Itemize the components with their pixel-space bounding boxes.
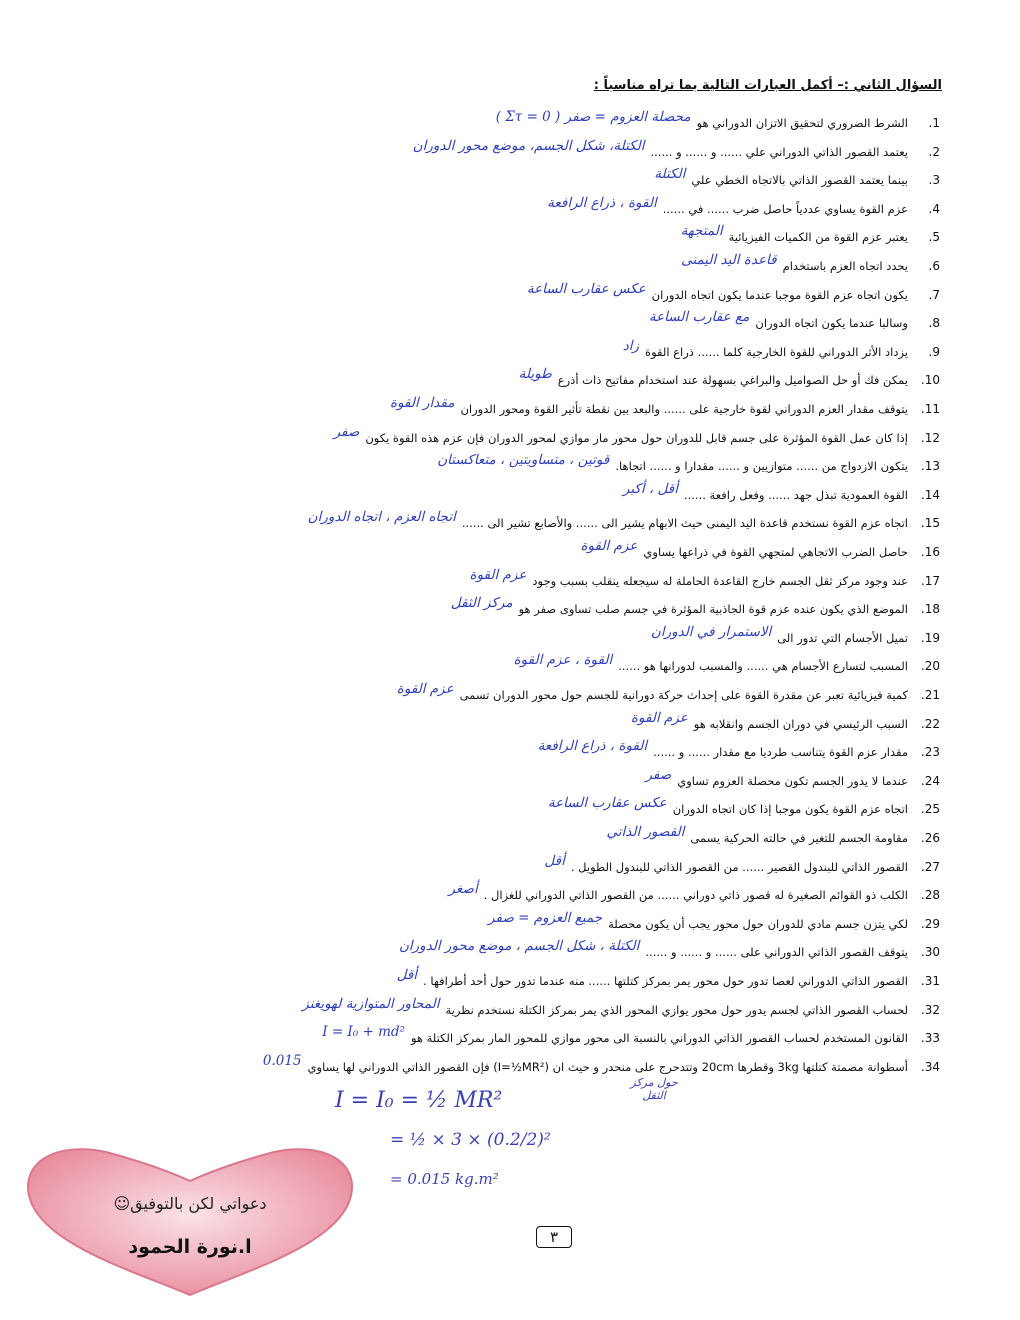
- question-text: كمية فيزيائية تعبر عن مقدرة القوة على إحداث حركة دورانية للجسم حول محور الدوران تسمى: [459, 688, 908, 702]
- handwritten-answer: صفر: [645, 766, 672, 783]
- question-number: 9.: [928, 344, 940, 359]
- handwritten-answer: I = I₀ + md²: [322, 1024, 405, 1041]
- calc-line-1: I = I₀ = ½ MR²: [335, 1088, 503, 1113]
- handwritten-answer: أقل ، أكبر: [622, 480, 678, 497]
- question-text: بينما يعتمد القصور الذاتي بالاتجاه الخطي علي: [691, 173, 908, 188]
- question-row: [60, 533, 940, 559]
- question-text: يتوقف مقدار العزم الدوراني لقوة خارجية على ...... والبعد بين نقطة تأثير القوة ومحور الدوران: [460, 402, 908, 416]
- question-number: 30.: [920, 945, 940, 960]
- question-row: [60, 705, 940, 731]
- question-row: [60, 1048, 940, 1074]
- handwritten-answer: قوتين ، متساويتين ، متعاكستان: [437, 452, 610, 469]
- handwritten-answer: الكتلة: [654, 166, 686, 183]
- question-number: 24.: [920, 773, 940, 788]
- question-row: [60, 562, 940, 588]
- calc-line-3: = 0.015 kg.m²: [390, 1170, 499, 1188]
- question-number: 4.: [928, 201, 940, 216]
- handwritten-answer: صفر: [333, 423, 360, 440]
- handwritten-answer: الكتلة، شكل الجسم، موضع محور الدوران: [412, 137, 645, 154]
- calc-line-2: = ½ × 3 × (0.2/2)²: [390, 1130, 551, 1150]
- question-row: [60, 848, 940, 874]
- question-text: عزم القوة يساوي عددياً حاصل ضرب ...... في ......: [662, 201, 908, 216]
- question-row: [60, 333, 940, 359]
- handwritten-answer: أصغر: [448, 881, 478, 898]
- question-number: 8.: [928, 316, 940, 331]
- question-number: 14.: [920, 487, 940, 502]
- question-text: يزداد الأثر الدوراني للقوة الخارجية كلما ...... ذراع القوة: [645, 344, 908, 359]
- teacher-name: ا.نورة الحمود: [128, 1236, 252, 1258]
- question-text: يمكن فك أو حل الصواميل والبراغي بسهولة عند استخدام مفاتيح ذات أذرع: [557, 373, 908, 388]
- question-row: [60, 962, 940, 988]
- question-row: [60, 104, 940, 130]
- handwritten-answer: مقدار القوة: [390, 395, 455, 411]
- question-text: الشرط الضروري لتحقيق الاتزان الدوراني هو: [696, 116, 908, 130]
- question-row: [60, 361, 940, 387]
- handwritten-answer: 0.015: [262, 1052, 302, 1069]
- question-number: 10.: [920, 373, 940, 388]
- question-number: 29.: [920, 916, 940, 931]
- handwritten-answer: عكس عقارب الساعة: [526, 280, 646, 297]
- question-row: [60, 190, 940, 216]
- question-row: [60, 619, 940, 645]
- heart-decoration: [22, 1145, 358, 1297]
- question-number: 28.: [920, 888, 940, 903]
- question-text: اتجاه عزم القوة نستخدم قاعدة اليد اليمنى حيث الابهام يشير الى ...... والأصابع تشير الى ......: [461, 516, 908, 531]
- question-text: يحدد اتجاه العزم باستخدام: [782, 259, 908, 273]
- handwritten-answer: عزم القوة: [396, 681, 454, 697]
- question-number: 15.: [920, 516, 940, 531]
- handwritten-answer: عزم القوة: [469, 566, 527, 583]
- question-row: [60, 733, 940, 759]
- question-row: [60, 504, 940, 530]
- question-row: [60, 133, 940, 159]
- question-text: الكلب ذو القوائم الصغيرة له قصور ذاتي دوراني ...... من القصور الذاتي الدوراني للغزال .: [483, 888, 908, 903]
- question-text: يعتمد القصور الذاتي الدوراني علي ...... و ...... و ......: [650, 144, 908, 159]
- question-number: 27.: [920, 859, 940, 874]
- page-number: ٣: [536, 1226, 572, 1248]
- question-text: لكي يتزن جسم مادي للدوران حول محور يجب أن يكون محصلة: [608, 916, 908, 931]
- handwritten-answer: مع عقارب الساعة: [648, 309, 750, 326]
- question-number: 13.: [920, 459, 940, 474]
- question-text: حاصل الضرب الاتجاهي لمتجهي القوة في ذراعها يساوي: [643, 545, 908, 559]
- question-row: [60, 819, 940, 845]
- question-number: 20.: [920, 659, 940, 674]
- handwritten-answer: عزم القوة: [630, 709, 688, 726]
- question-text: يعتبر عزم القوة من الكميات الفيزيائية: [728, 230, 908, 245]
- handwritten-answer: القوة ، عزم القوة: [513, 652, 613, 669]
- question-text: عند وجود مركز ثقل الجسم خارج القاعدة الحاملة له سيجعله ينقلب بسبب وجود: [532, 573, 908, 588]
- handwritten-answer: طويلة: [518, 366, 552, 383]
- handwritten-answer: الاستمرار في الدوران: [650, 623, 772, 640]
- question-number: 12.: [920, 430, 940, 445]
- question-text: القصور الذاتي الدوراني لعصا تدور حول محور يمر بمركز كتلتها ...... منه عندما تدور حول أحد أطرافها .: [423, 974, 908, 988]
- handwritten-answer: زاد: [622, 337, 640, 354]
- question-text: لحساب القصور الذاتي لجسم يدور حول محور يوازي المحور الذي يمر بمركز الكتلة نستخدم نظرية: [445, 1002, 908, 1017]
- handwritten-answer: عزم القوة: [580, 538, 638, 554]
- handwritten-answer: اتجاه العزم ، اتجاه الدوران: [307, 509, 456, 526]
- question-number: 5.: [928, 230, 940, 245]
- question-number: 11.: [920, 402, 940, 416]
- handwritten-answer: القصور الذاتي: [606, 824, 685, 840]
- question-number: 17.: [920, 573, 940, 588]
- question-row: [60, 676, 940, 702]
- question-row: [60, 476, 940, 502]
- question-row: [60, 876, 940, 902]
- question-row: [60, 991, 940, 1017]
- question-text: اتجاه عزم القوة يكون موجبا إذا كان اتجاه الدوران: [672, 802, 908, 817]
- handwritten-answer: أقل: [544, 852, 565, 869]
- handwritten-answer: جميع العزوم = صفر: [488, 909, 603, 926]
- question-text: إذا كان عمل القوة المؤثرة على جسم قابل للدوران حول محور مار موازي لمحور الدوران فإن عزم هذه القوة يكون: [365, 430, 908, 445]
- question-row: [60, 447, 940, 473]
- question-text: الموضع الذي يكون عنده عزم قوة الجاذبية المؤثرة في جسم صلب تساوى صفر هو: [518, 602, 908, 617]
- question-number: 34.: [920, 1059, 940, 1074]
- question-number: 2.: [928, 144, 940, 159]
- question-text: القانون المستخدم لحساب القصور الذاتي الدوراني بالنسبة الى محور موازي للمحور المار بمركز الكتلة هو: [410, 1031, 908, 1046]
- question-text: وسالبا عندما يكون اتجاه الدوران: [755, 316, 908, 331]
- question-text: السبب الرئيسي في دوران الجسم وانقلابه هو: [693, 716, 908, 731]
- question-number: 6.: [928, 259, 940, 273]
- handwritten-answer: الكتلة ، شكل الجسم ، موضع محور الدوران: [398, 938, 640, 955]
- question-row: [60, 304, 940, 330]
- question-number: 19.: [920, 630, 940, 645]
- question-number: 25.: [920, 802, 940, 817]
- question-row: [60, 905, 940, 931]
- question-number: 3.: [928, 173, 940, 188]
- section-heading: السؤال الثاني :– أكمل العبارات التالية بما تراه مناسباً :: [593, 78, 942, 93]
- question-number: 23.: [920, 745, 940, 760]
- question-text: يكون اتجاه عزم القوة موجبا عندما يكون اتجاه الدوران: [651, 287, 908, 302]
- question-row: [60, 1019, 940, 1045]
- question-text: القصور الذاتي للبندول القصير ...... من القصور الذاتي للبندول الطويل .: [570, 859, 908, 874]
- handwritten-answer: أقل: [396, 967, 418, 983]
- handwritten-answer: مركز الثقل: [450, 595, 513, 612]
- question-text: يتوقف القصور الذاتي الدوراني على ...... و ...... و ......: [645, 945, 908, 960]
- question-row: [60, 161, 940, 187]
- question-text: المسبب لتسارع الأجسام هي ...... والمسبب لدورانها هو ......: [618, 659, 908, 674]
- question-row: [60, 790, 940, 816]
- question-number: 7.: [928, 287, 940, 302]
- question-row: [60, 933, 940, 959]
- question-number: 18.: [920, 602, 940, 617]
- question-number: 21.: [920, 688, 940, 702]
- question-text: عندما لا يدور الجسم تكون محصلة العزوم تساوي: [677, 773, 908, 788]
- question-row: [60, 218, 940, 244]
- question-row: [60, 276, 940, 302]
- handwritten-answer: القوة ، ذراع الرافعة: [547, 194, 657, 211]
- question-number: 31.: [920, 974, 940, 988]
- question-number: 32.: [920, 1002, 940, 1017]
- question-text: مقدار عزم القوة يتناسب طرديا مع مقدار ...... و ......: [653, 745, 908, 760]
- question-text: تميل الأجسام التي تدور الى: [777, 630, 908, 645]
- question-row: [60, 647, 940, 673]
- handwritten-answer: عكس عقارب الساعة: [547, 795, 667, 812]
- question-text: يتكون الازدواج من ...... متوازيين و ...... مقدارا و ...... اتجاها.: [615, 459, 908, 474]
- question-text: أسطوانة مصمتة كتلتها 3kg وقطرها 20cm وتتدحرج على منحدر و حيث ان (I=½MR²) فإن القصور الذاتي الدوراني لها يساوي: [307, 1059, 908, 1074]
- question-text: مقاومة الجسم للتغير في حالته الحركية يسمى: [690, 831, 908, 845]
- handwritten-answer: محصلة العزوم = صفر ( Στ = 0 ): [495, 109, 691, 125]
- question-row: [60, 590, 940, 616]
- question-row: [60, 390, 940, 416]
- handwritten-side-note: حول مركز الثقل: [630, 1076, 678, 1102]
- question-row: [60, 762, 940, 788]
- question-number: 22.: [920, 716, 940, 731]
- handwritten-answer: المحاور المتوازية لهويغنز: [302, 995, 440, 1012]
- question-number: 1.: [928, 116, 940, 130]
- question-row: [60, 247, 940, 273]
- question-row: [60, 419, 940, 445]
- heart-message: دعواتي لكن بالتوفيق☺: [113, 1194, 267, 1213]
- handwritten-answer: قاعدة اليد اليمنى: [681, 252, 777, 268]
- handwritten-answer: القوة ، ذراع الرافعة: [537, 738, 648, 755]
- question-text: القوة العمودية تبذل جهد ...... وفعل رافعة ......: [683, 487, 908, 502]
- question-number: 16.: [920, 545, 940, 559]
- question-number: 26.: [920, 831, 940, 845]
- question-number: 33.: [920, 1031, 940, 1046]
- handwritten-answer: المتجهة: [680, 223, 723, 240]
